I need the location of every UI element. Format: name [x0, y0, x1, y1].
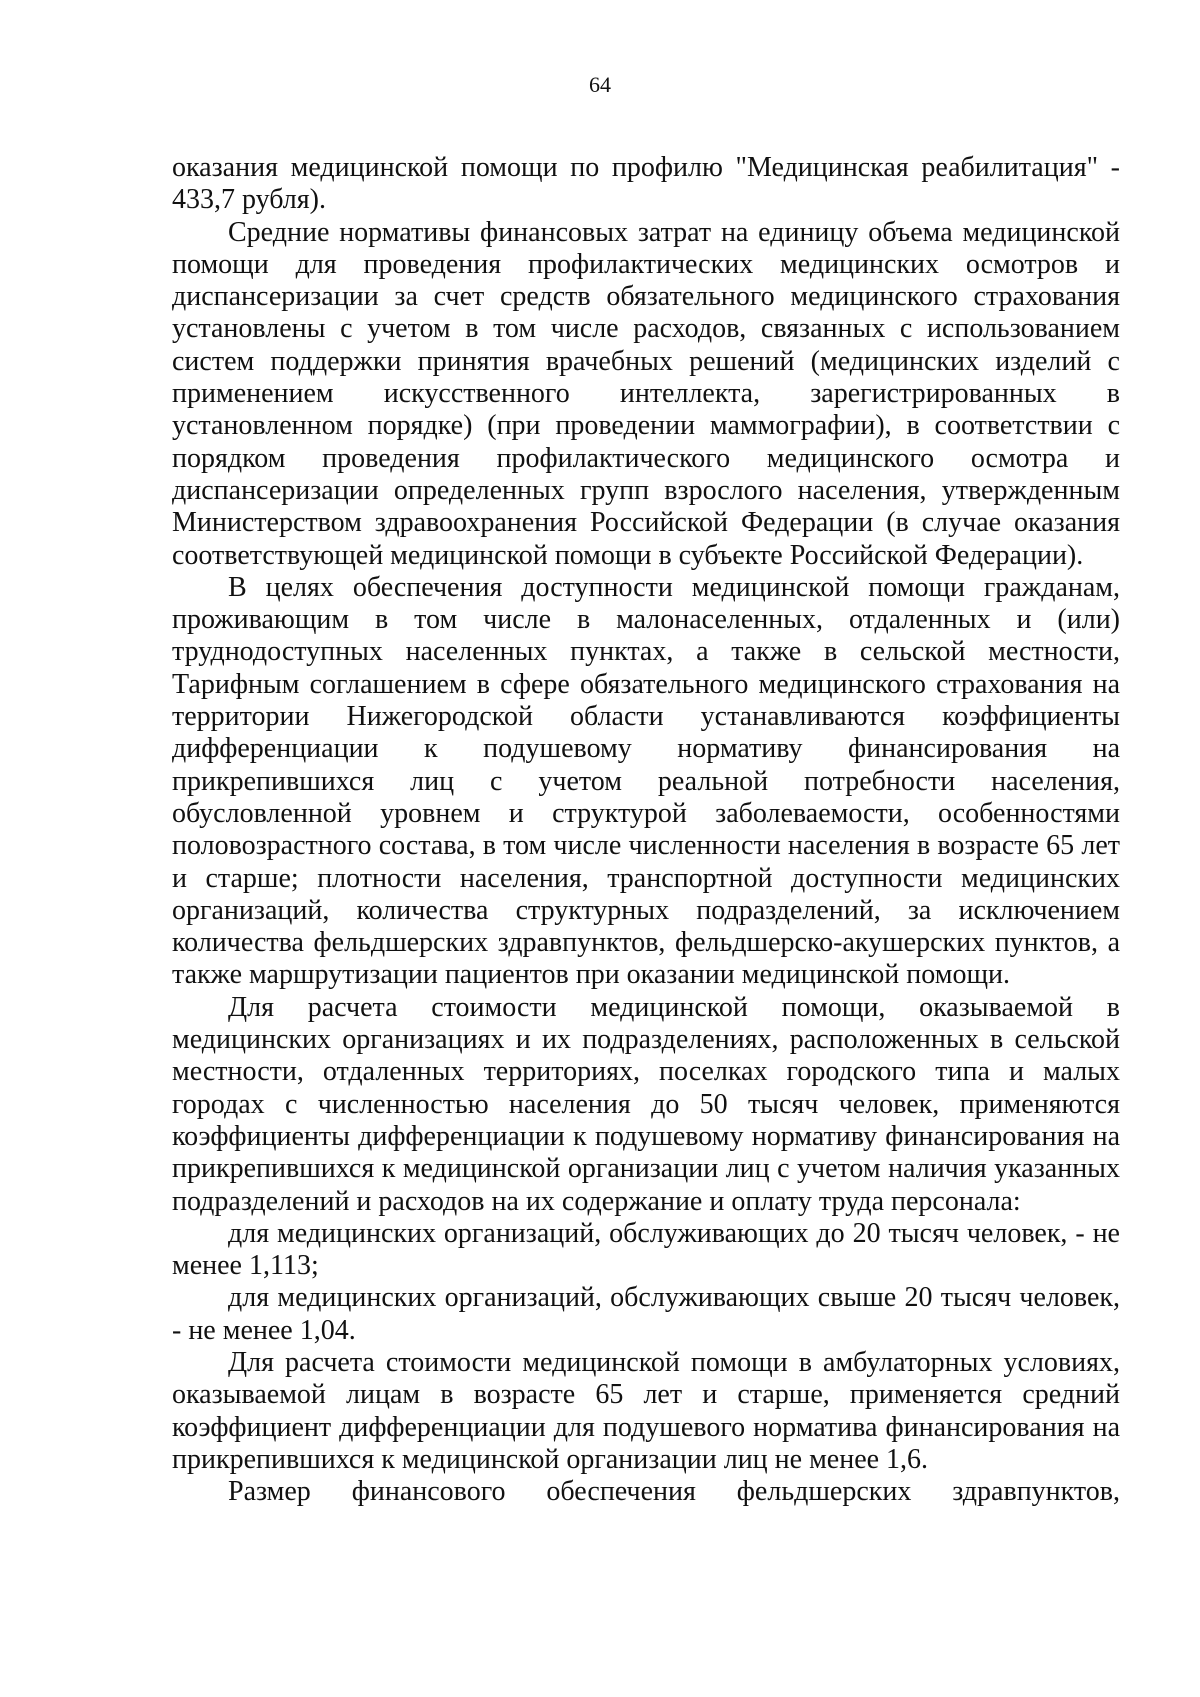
paragraph-financial-norms: Средние нормативы финансовых затрат на единицу объема медицинской помощи для проведения профилактических медицинских осмотров и диспансеризации за счет средств обязательного медицинского страхования установлены с учетом в том числе расходов, связанных с использованием систем поддержки принятия врачебных решений (медицинских изделий с применением искусственного интеллекта, зарегистрированных в установленном порядке) (при проведении маммографии), в соответствии с порядком проведения профилактического медицинского осмотра и диспансеризации определенных групп взрослого населения, утвержденным Министерством здравоохранения Российской Федерации (в случае оказания соответствующей медицинской помощи в субъекте Российской Федерации). [172, 216, 1120, 571]
page-number: 64 [589, 72, 611, 97]
paragraph-continuation: оказания медицинской помощи по профилю "Медицинская реабилитация" - 433,7 рубля). [172, 152, 1120, 216]
document-body [172, 152, 1120, 1508]
paragraph-rural-coefficients: Для расчета стоимости медицинской помощи, оказываемой в медицинских организациях и их подразделениях, расположенных в сельской местности, отдаленных территориях, поселках городского типа и малых городах с численностью населения до 50 тысяч человек, применяются коэффициенты дифференциации к подушевому нормативу финансирования на прикрепившихся к медицинской организации лиц с учетом наличия указанных подразделений и расходов на их содержание и оплату труда персонала: [172, 991, 1120, 1217]
paragraph-coefficient-over-20k: для медицинских организаций, обслуживающих свыше 20 тысяч человек, - не менее 1,04. [172, 1282, 1120, 1346]
paragraph-accessibility: В целях обеспечения доступности медицинской помощи гражданам, проживающим в том числе в малонаселенных, отдаленных и (или) труднодоступных населенных пунктах, а также в сельской местности, Тарифным соглашением в сфере обязательного медицинского страхования на территории Нижегородской области устанавливаются коэффициенты дифференциации к подушевому нормативу финансирования на прикрепившихся лиц с учетом реальной потребности населения, обусловленной уровнем и структурой заболеваемости, особенностями половозрастного состава, в том числе численности населения в возрасте 65 лет и старше; плотности населения, транспортной доступности медицинских организаций, количества структурных подразделений, за исключением количества фельдшерских здравпунктов, фельдшерско-акушерских пунктов, а также маршрутизации пациентов при оказании медицинской помощи. [172, 571, 1120, 991]
paragraph-elderly-coefficient: Для расчета стоимости медицинской помощи в амбулаторных условиях, оказываемой лицам в возрасте 65 лет и старше, применяется средний коэффициент дифференциации для подушевого норматива финансирования на прикрепившихся к медицинской организации лиц не менее 1,6. [172, 1346, 1120, 1475]
paragraph-coefficient-under-20k: для медицинских организаций, обслуживающих до 20 тысяч человек, - не менее 1,113; [172, 1217, 1120, 1282]
paragraph-feldsher-funding: Размер финансового обеспечения фельдшерских здравпунктов, [228, 1476, 1120, 1508]
